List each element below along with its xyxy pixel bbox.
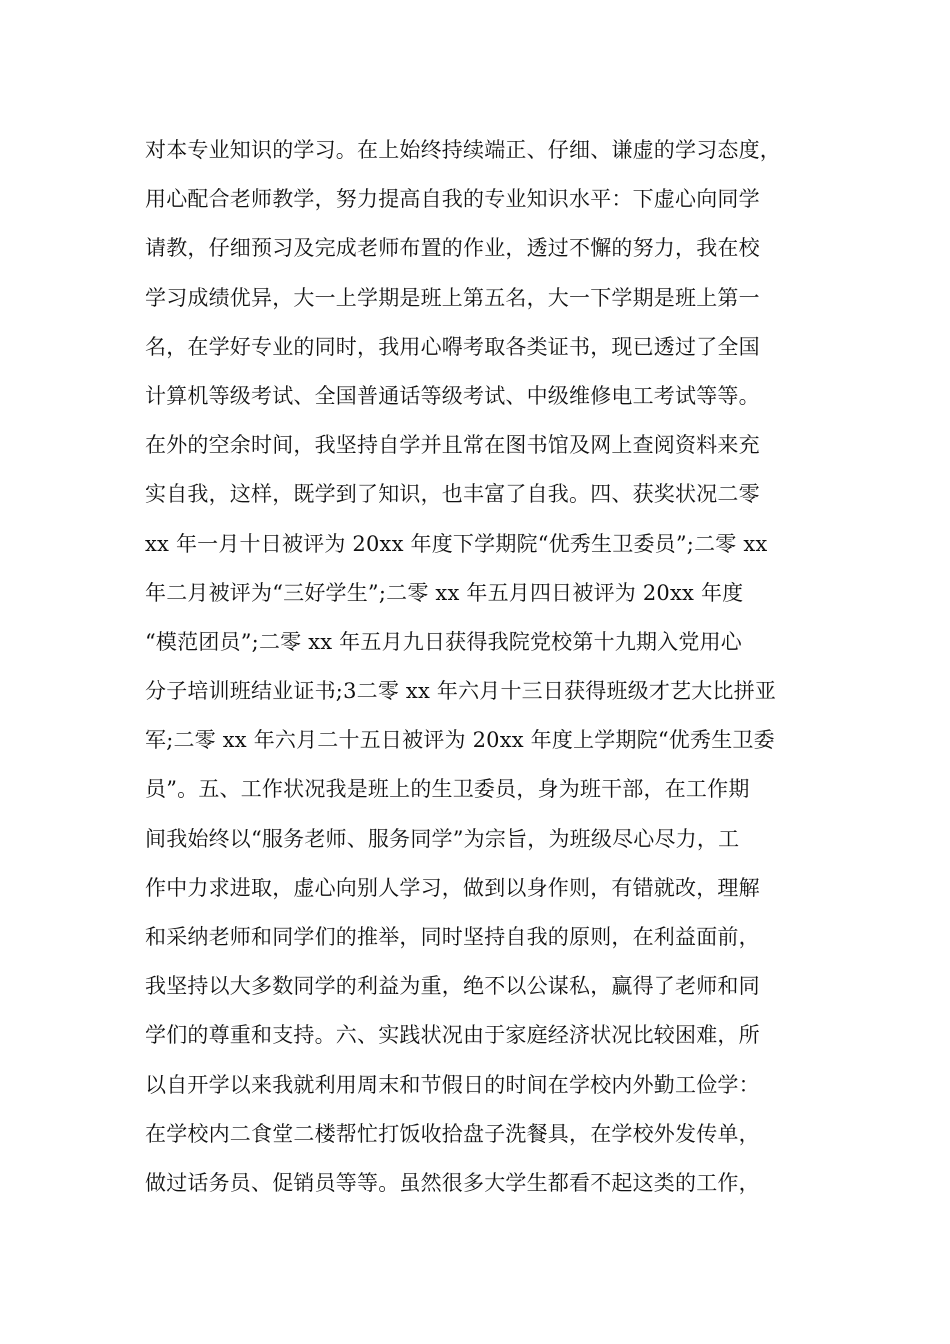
text-line: 作中力求进取，虚心向别人学习，做到以身作则，有错就改，理解 [145, 875, 760, 900]
text-line: 员”。五、工作状况我是班上的生卫委员，身为班干部，在工作期 [145, 777, 750, 802]
text-line: 间我始终以“服务老师、服务同学”为宗旨，为班级尽心尽力，工 [145, 826, 740, 851]
text-line: 学们的尊重和支持。六、实践状况由于家庭经济状况比较困难，所 [145, 1023, 760, 1048]
text-line: 实自我，这样，既学到了知识，也丰富了自我。四、获奖状况二零 [145, 482, 760, 507]
text-line: 军;二零 xx 年六月二十五日被评为 20xx 年度上学期院“优秀生卫委 [145, 728, 775, 753]
text-line: 以自开学以来我就利用周末和节假日的时间在学校内外勤工俭学： [145, 1072, 760, 1097]
text-line: 计算机等级考试、全国普通话等级考试、中级维修电工考试等等。 [145, 383, 760, 408]
text-line: 在学校内二食堂二楼帮忙打饭收拾盘子洗餐具，在学校外发传单， [145, 1121, 760, 1146]
text-line: 和采纳老师和同学们的推举，同时坚持自我的原则，在利益面前， [145, 925, 760, 949]
text-line: 名，在学好专业的同时，我用心嘚考取各类证书，现已透过了全国 [145, 334, 760, 359]
text-line: “模范团员”;二零 xx 年五月九日获得我院党校第十九期入党用心 [145, 629, 742, 654]
text-line: 年二月被评为“三好学生”;二零 xx 年五月四日被评为 20xx 年度 [145, 580, 744, 605]
text-line: 做过话务员、促销员等等。虽然很多大学生都看不起这类的工作， [145, 1170, 760, 1195]
text-line: 分子培训班结业证书;3二零 xx 年六月十三日获得班级才艺大比拼亚 [145, 679, 777, 704]
body-text [145, 126, 815, 1208]
text-line: 请教，仔细预习及完成老师布置的作业，透过不懈的努力，我在校 [145, 236, 760, 261]
text-line: xx 年一月十日被评为 20xx 年度下学期院“优秀生卫委员”;二零 xx [145, 531, 768, 556]
text-line: 用心配合老师教学，努力提高自我的专业知识水平：下虚心向同学 [145, 187, 760, 212]
text-line: 我坚持以大多数同学的利益为重，绝不以公谋私，赢得了老师和同 [145, 974, 760, 999]
text-line: 对本专业知识的学习。在上始终持续端正、仔细、谦虚的学习态度， [145, 138, 781, 162]
text-line: 在外的空余时间，我坚持自学并且常在图书馆及网上查阅资料来充 [145, 433, 760, 458]
text-line: 学习成绩优异，大一上学期是班上第五名，大一下学期是班上第一 [145, 285, 760, 310]
